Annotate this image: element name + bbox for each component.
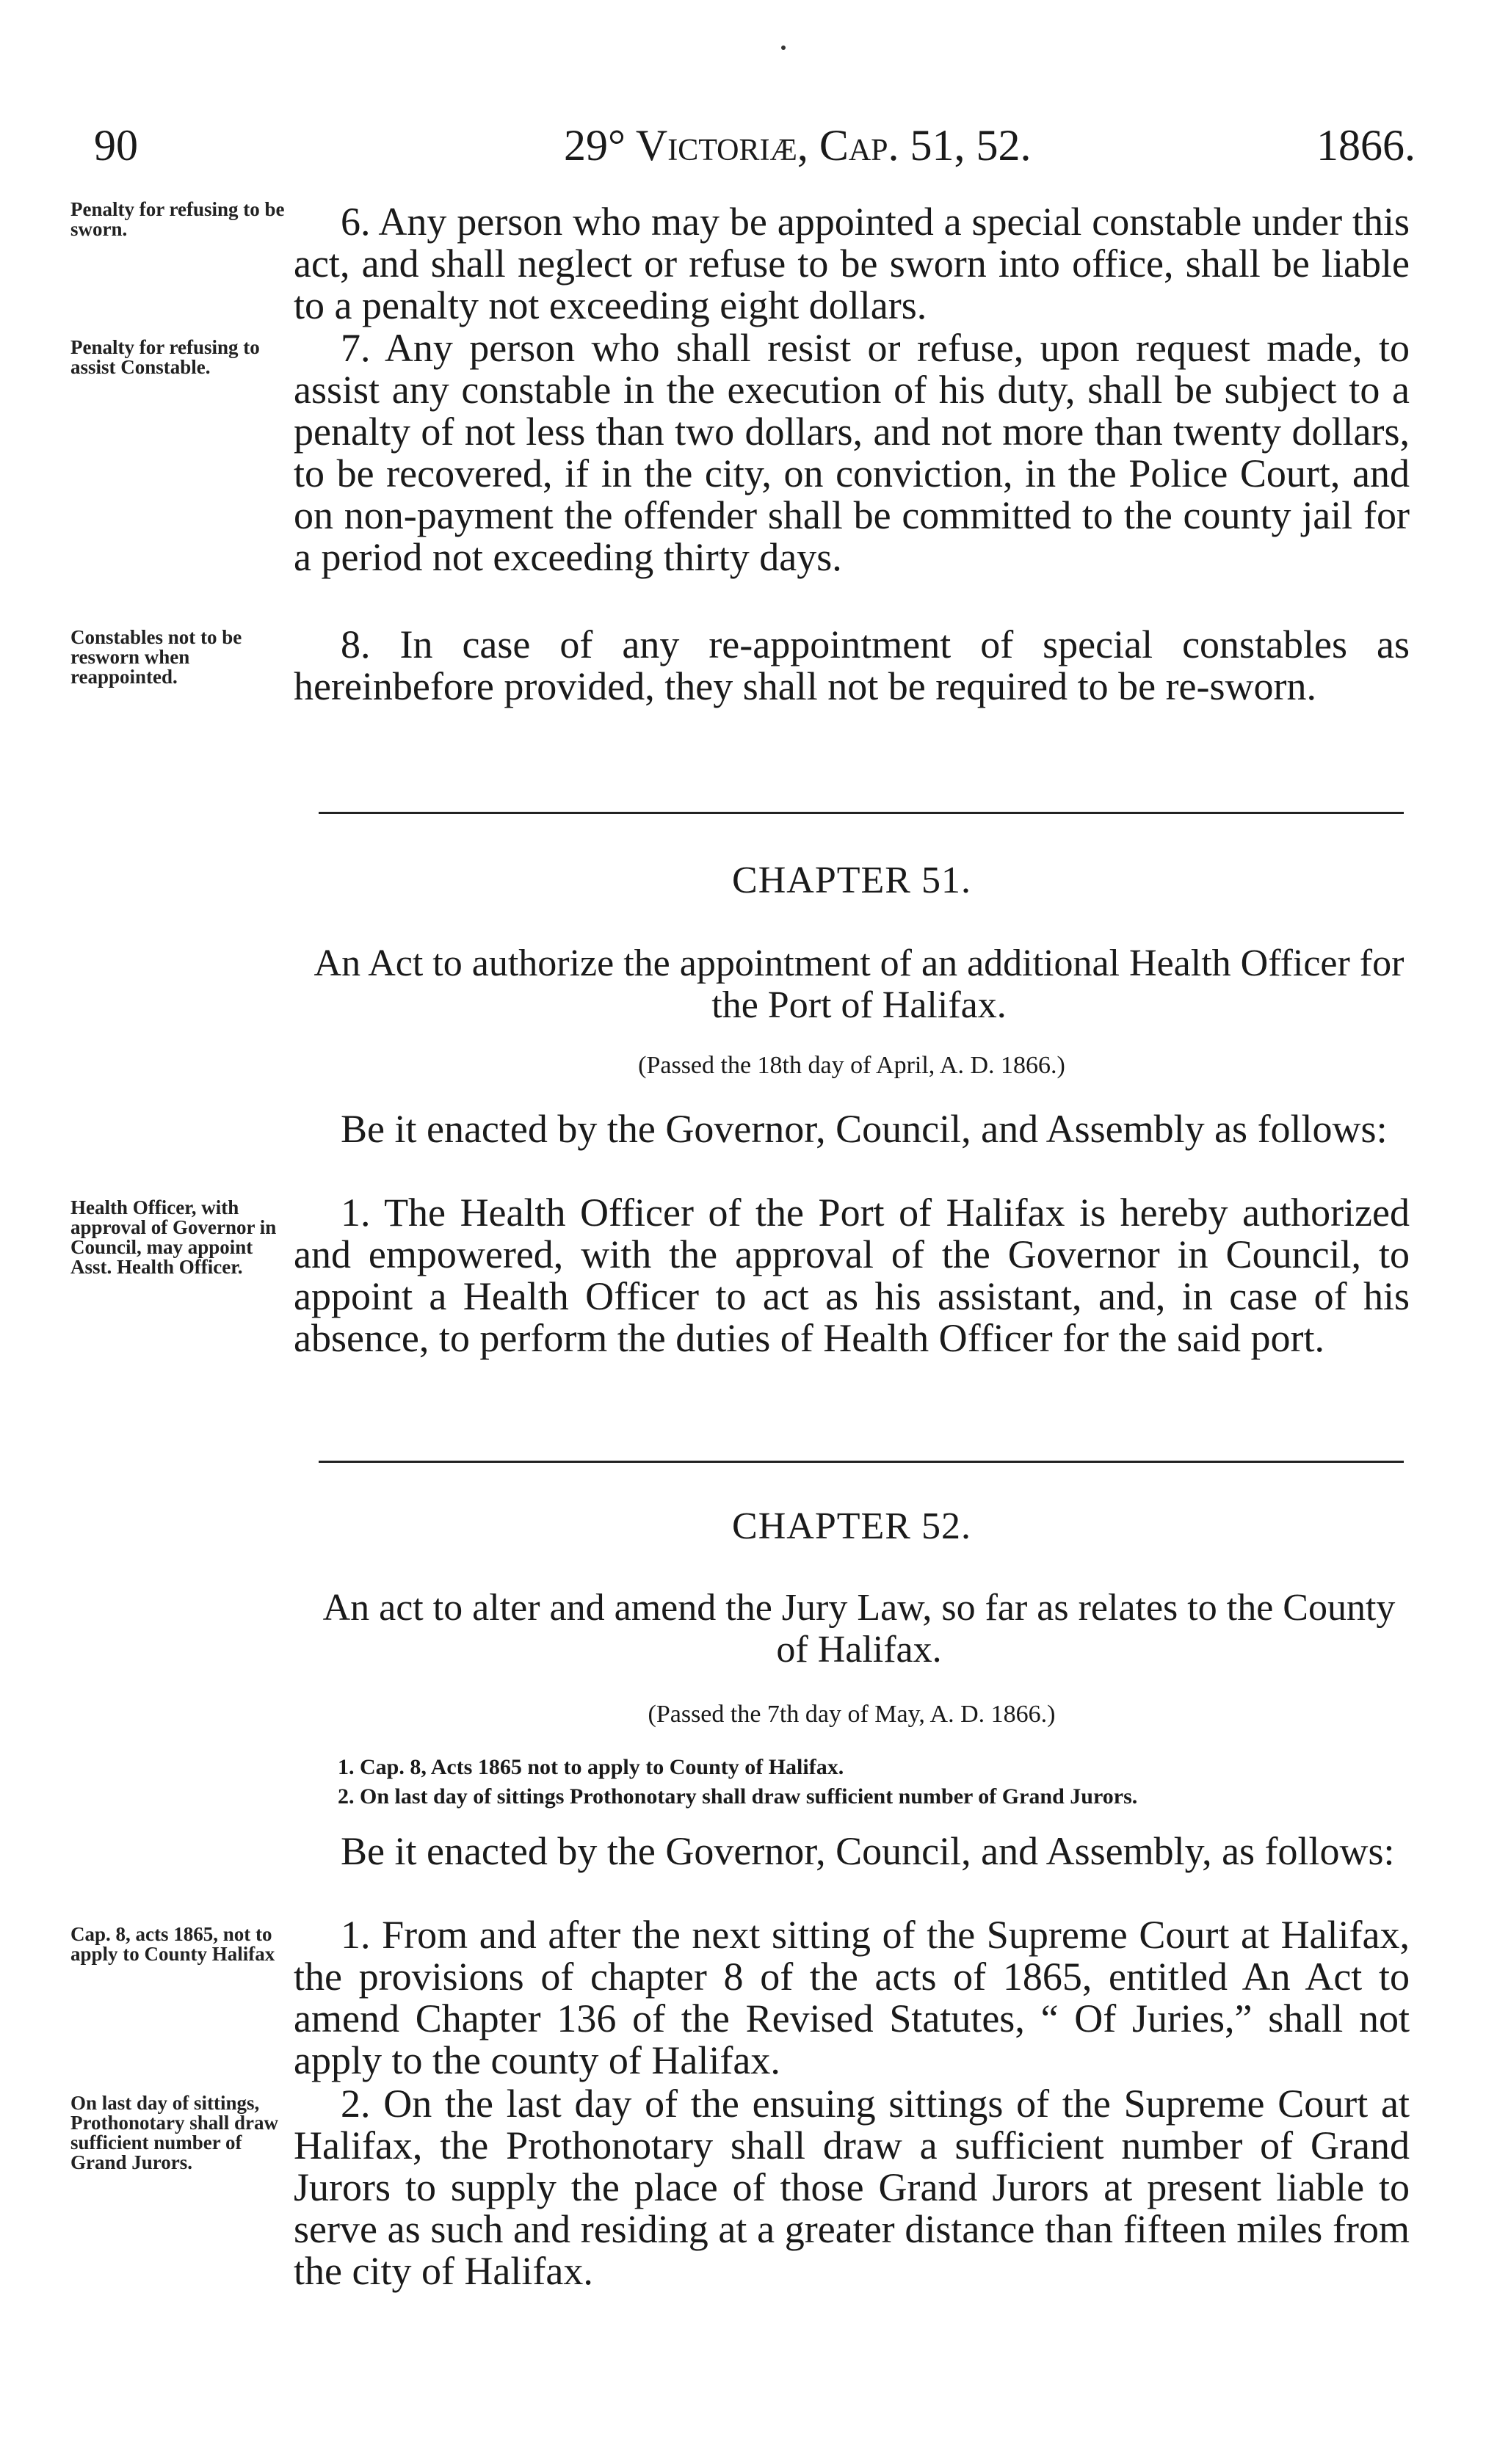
margin-note-c51-s1: Health Officer, with approval of Governor in Council, may appoint Asst. Health Officer. <box>70 1196 277 1278</box>
chapter-52-summary-2: 2. On last day of sittings Prothonotary shall draw sufficient number of Grand Jurors. <box>338 1784 1138 1809</box>
margin-note-s6: Penalty for refusing to be sworn. <box>70 198 285 240</box>
chapter-52-title: An act to alter and amend the Jury Law, so far as relates to the County of Halifax. <box>322 1587 1396 1671</box>
chapter-52-section-2: 2. On the last day of the ensuing sittings of the Supreme Court at Halifax, the Prothonotary shall draw a sufficient number of Grand Jurors to supply the place of those Grand Jurors at present liable to serve as such and residing at a greater distance than fifteen miles from the city of Halifax. <box>294 2082 1410 2293</box>
margin-note-s8: Constables not to be resworn when reappointed. <box>70 626 242 688</box>
margin-note-c52-s2: On last day of sittings, Prothonotary shall draw sufficient number of Grand Jurors. <box>70 2092 279 2173</box>
chapter-51-heading: CHAPTER 51. <box>732 860 971 901</box>
divider-rule <box>319 1461 1404 1463</box>
chapter-51-section-1: 1. The Health Officer of the Port of Halifax is hereby authorized and empowered, with the approval of the Governor in Council, to appoint a Health Officer to act as his assistant, and, in case of his absence, to perform the duties of Health Officer for the said port. <box>294 1191 1410 1360</box>
page-number: 90 <box>94 121 138 170</box>
chapter-52-summary-1: 1. Cap. 8, Acts 1865 not to apply to County of Halifax. <box>338 1755 844 1779</box>
section-7: 7. Any person who shall resist or refuse, upon request made, to assist any constable in the execution of his duty, shall be subject to a penalty of not less than two dollars, and not more than twenty dollars, to be recovered, if in the city, on conviction, in the Police Court, and on non-payment the offender shall be committed to the county jail for a period not exceeding thirty days. <box>294 326 1410 579</box>
section-6: 6. Any person who may be appointed a special constable under this act, and shall neglect or refuse to be sworn into office, shall be liable to a penalty not exceeding eight dollars. <box>294 200 1410 327</box>
margin-note-c52-s1: Cap. 8, acts 1865, not to apply to County Halifax <box>70 1923 275 1965</box>
chapter-51-title: An Act to authorize the appointment of an additional Health Officer for the Port of Halifax. <box>313 942 1405 1026</box>
page-header <box>94 116 1416 175</box>
chapter-52-heading: CHAPTER 52. <box>732 1505 971 1547</box>
divider-rule <box>319 812 1404 814</box>
chapter-51-passed: (Passed the 18th day of April, A. D. 1866.) <box>638 1052 1065 1079</box>
running-year: 1866. <box>1316 121 1416 170</box>
ink-speck <box>781 46 786 50</box>
chapter-52-section-1: 1. From and after the next sitting of the Supreme Court at Halifax, the provisions of chapter 8 of the acts of 1865, entitled An Act to amend Chapter 136 of the Revised Statutes, “ Of Juries,” shall not apply to the county of Halifax. <box>294 1913 1410 2082</box>
chapter-52-enacting: Be it enacted by the Governor, Council, and Assembly, as follows: <box>341 1829 1395 1873</box>
chapter-51-enacting: Be it enacted by the Governor, Council, and Assembly as follows: <box>341 1107 1388 1151</box>
margin-note-s7: Penalty for refusing to assist Constable. <box>70 336 260 378</box>
chapter-52-passed: (Passed the 7th day of May, A. D. 1866.) <box>648 1701 1056 1728</box>
running-title: 29° Victoriæ, Cap. 51, 52. <box>564 121 1032 170</box>
section-8: 8. In case of any re-appointment of special constables as hereinbefore provided, they shall not be required to be re-sworn. <box>294 622 1410 708</box>
